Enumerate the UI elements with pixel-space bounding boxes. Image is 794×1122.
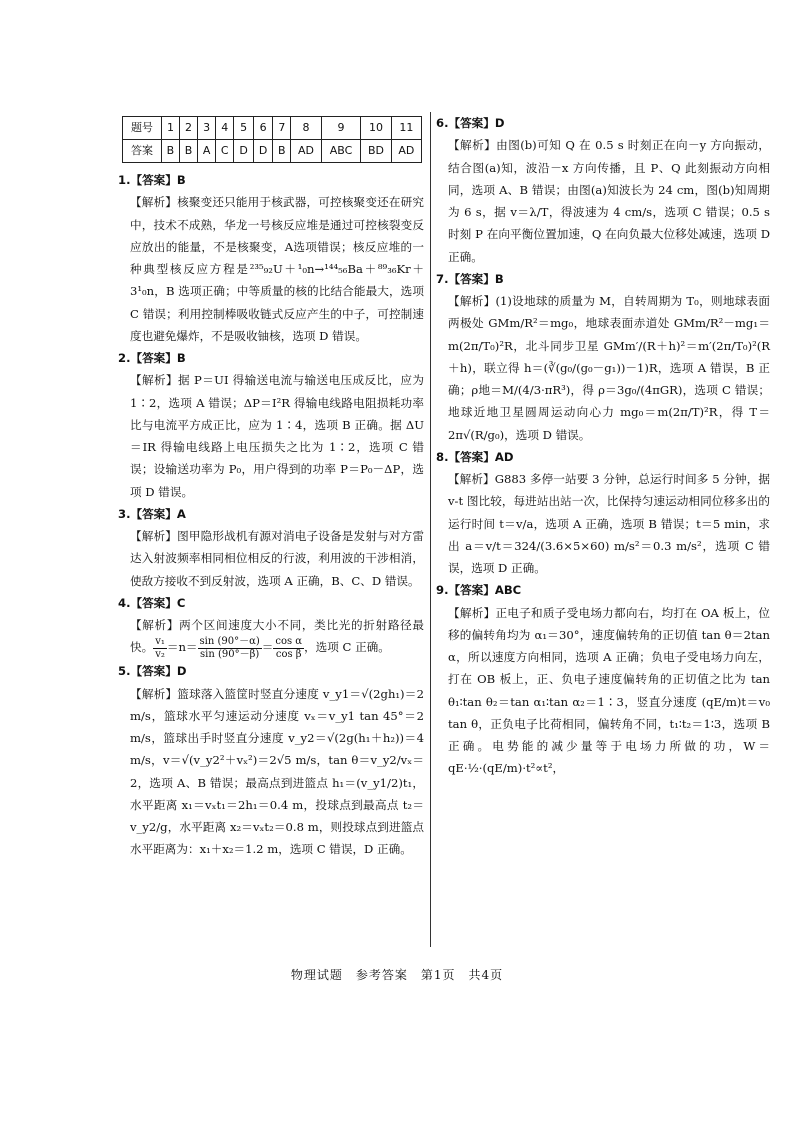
table-cell: 9 — [321, 117, 361, 140]
explanation-part: 【解析】两个区间速度大小不同，类比光的折射路径最快。 — [130, 618, 424, 655]
equals-sign: ＝n＝ — [166, 640, 198, 655]
fraction — [153, 636, 167, 660]
table-cell: 7 — [273, 117, 291, 140]
table-cell: B — [161, 140, 179, 163]
answer-heading: 5.【答案】D — [118, 664, 187, 679]
column-divider — [430, 112, 431, 947]
table-cell: 4 — [216, 117, 234, 140]
explanation-part: ，选项 C 正确。 — [304, 640, 390, 655]
question-5 — [118, 660, 424, 860]
table-cell: 答案 — [123, 140, 162, 163]
nuclear-equation: ²³⁵₉₂U＋¹₀n→¹⁴⁴₅₆Ba＋⁸⁹₃₆Kr＋3¹₀n，B 选项正确；中等质量的核的比结合能最大，选项 C 错误；利用控制棒吸收链式反应产生的中子，可控制速度也避免爆炸，不是吸收铀核，选项 D 错误。 — [130, 262, 424, 343]
answer-table — [122, 116, 422, 163]
table-cell: D — [253, 140, 272, 163]
explanation-text: 【解析】篮球落入篮筐时竖直分速度 v_y1＝√(2gh₁)＝2 m/s，篮球水平匀速运动分速度 vₓ＝v_y1 tan 45°＝2 m/s，篮球出手时竖直分速度 v_y2＝√(2g(h₁＋h₂))＝4 m/s，v＝√(v_y2²＋vₓ²)＝2√5 m/s，tan θ＝v_y2/vₓ＝2，选项 A、B 错误；最高点到进篮点 h₁＝(v_y1/2)t₁，水平距离 x₁＝vₓt₁＝2h₁＝0.4 m，投球点到最高点 t₂＝v_y2/g，水平距离 x₂＝vₓt₂＝0.8 m，则投球点到进篮点水平距离为：x₁＋x₂＝1.2 m，选项 C 错误，D 正确。 — [130, 686, 424, 857]
question-4 — [118, 592, 424, 661]
left-column — [118, 112, 424, 861]
explanation-text — [118, 614, 424, 660]
explanation-text — [118, 191, 424, 347]
table-cell: 5 — [234, 117, 253, 140]
answer-heading: 9.【答案】ABC — [436, 583, 522, 598]
table-cell: 10 — [361, 117, 391, 140]
right-column — [436, 112, 770, 780]
question-2 — [118, 347, 424, 503]
explanation-text: 【解析】G883 多停一站要 3 分钟，总运行时间多 5 分钟，据 v-t 图比较，每进站出站一次，比保持匀速运动相同位移多出的运行时间 t＝v/a，选项 A 正确，选项 B 错误；t＝5 min，求出 a＝v/t＝324/(3.6×5×60) m/s²＝0.3 m/s²，选项 C 错误，选项 D 正确。 — [448, 472, 770, 575]
answer-heading: 4.【答案】C — [118, 595, 186, 610]
table-cell: B — [179, 140, 197, 163]
table-cell: 3 — [198, 117, 216, 140]
table-cell: 11 — [391, 117, 421, 140]
table-cell: AD — [391, 140, 421, 163]
table-cell: ABC — [321, 140, 361, 163]
explanation-text: 【解析】正电子和质子受电场力都向右，均打在 OA 板上，位移的偏转角均为 α₁＝30°，速度偏转角的正切值 tan θ＝2tan α，所以速度方向相同，选项 A 正确；负电子受电场力向左，打在 OB 板上，正、负电子速度偏转角的正切值之比为 tan θ₁∶tan θ₂＝tan α₁∶tan α₂＝1∶3，竖直分速度 (qE/m)t＝v₀ tan θ，正负电子比荷相同，偏转角不同，t₁∶t₂＝1∶3，选项 B 正确。电势能的减少量等于电场力所做的功，W＝qE·½·(qE/m)·t²∝t²， — [448, 605, 770, 776]
fraction-numerator: v₁ — [155, 636, 165, 648]
table-cell: 题号 — [123, 117, 162, 140]
table-cell: D — [234, 140, 253, 163]
question-7 — [436, 268, 770, 446]
answer-heading: 6.【答案】D — [436, 116, 505, 130]
answer-heading: 2.【答案】B — [118, 351, 186, 365]
question-8 — [436, 446, 770, 580]
fraction — [273, 636, 304, 660]
explanation-text: 【解析】由图(b)可知 Q 在 0.5 s 时刻正在向－y 方向振动，结合图(a)知，波沿－x 方向传播，且 P、Q 此刻振动方向相同，选项 A、B 错误；由图(a)知波长为 24 cm，图(b)知周期为 6 s，据 v＝λ/T，得波速为 4 cm/s，选项 C 错误；0.5 s 时刻 P 在向平衡位置加速，Q 在向负最大位移处减速，选项 D 正确。 — [448, 138, 770, 264]
fraction-denominator: v₂ — [155, 648, 165, 660]
answer-heading: 7.【答案】B — [436, 271, 504, 286]
fraction-denominator: sin (90°－β) — [200, 648, 260, 660]
answer-heading: 8.【答案】AD — [436, 449, 514, 464]
table-cell: BD — [361, 140, 391, 163]
table-cell: A — [198, 140, 216, 163]
explanation-part: 【解析】核聚变还只能用于核武器，可控核聚变还在研究中，技术不成熟，华龙一号核反应堆是通过可控核裂变反应放出的能量，不是核聚变，A选项错误；核反应堆的一种典型核反应方程是 — [130, 195, 424, 276]
fraction-denominator: cos β — [275, 648, 302, 660]
table-cell: 6 — [253, 117, 272, 140]
answer-table-header-row — [123, 117, 422, 140]
page-footer: 物理试题 参考答案 第1页 共4页 — [290, 968, 504, 982]
answer-table-answer-row — [123, 140, 422, 163]
fraction — [198, 636, 262, 660]
table-cell: 8 — [291, 117, 321, 140]
question-9 — [436, 579, 770, 779]
fraction-numerator: cos α — [275, 636, 303, 648]
question-6 — [436, 112, 770, 268]
table-cell: B — [273, 140, 291, 163]
table-cell: 2 — [179, 117, 197, 140]
fraction-numerator: sin (90°－α) — [199, 636, 260, 648]
equals-sign: ＝ — [261, 640, 274, 655]
answer-heading: 3.【答案】A — [118, 506, 186, 521]
explanation-text: 【解析】(1)设地球的质量为 M，自转周期为 T₀，则地球表面两极处 GMm/R²＝mg₀，地球表面赤道处 GMm/R²－mg₁＝m(2π/T₀)²R，北斗同步卫星 GMm′/(R＋h)²＝m′(2π/T₀)²(R＋h)，联立得 h＝(∛(g₀/(g₀－g₁))－1)R，选项 A 错误，B 正确；ρ地＝M/(4/3·πR³)，得 ρ＝3g₀/(4πGR)，选项 C 错误；地球近地卫星圆周运动向心力 mg₀＝m(2π/T)²R，得 T＝2π√(R/g₀)，选项 D 错误。 — [448, 294, 770, 442]
question-1 — [118, 169, 424, 347]
table-cell: 1 — [161, 117, 179, 140]
answer-heading: 1.【答案】B — [118, 173, 186, 187]
question-3 — [118, 503, 424, 592]
table-cell: AD — [291, 140, 321, 163]
explanation-text: 【解析】图甲隐形战机有源对消电子设备是发射与对方雷达入射波频率相同相位相反的行波，利用波的干涉相消，使敌方接收不到反射波，选项 A 正确，B、C、D 错误。 — [130, 529, 424, 588]
table-cell: C — [216, 140, 234, 163]
explanation-text: 【解析】据 P＝UI 得输送电流与输送电压成反比，应为 1∶2，选项 A 错误；ΔP＝I²R 得输电线路电阻损耗功率比与电流平方成正比，应为 1∶4，选项 B 正确。据 ΔU＝IR 得输电线路上电压损失之比为 1∶2，选项 C 错误；设输送功率为 P₀，用户得到的功率 P＝P₀－ΔP，选项 D 错误。 — [130, 373, 424, 499]
